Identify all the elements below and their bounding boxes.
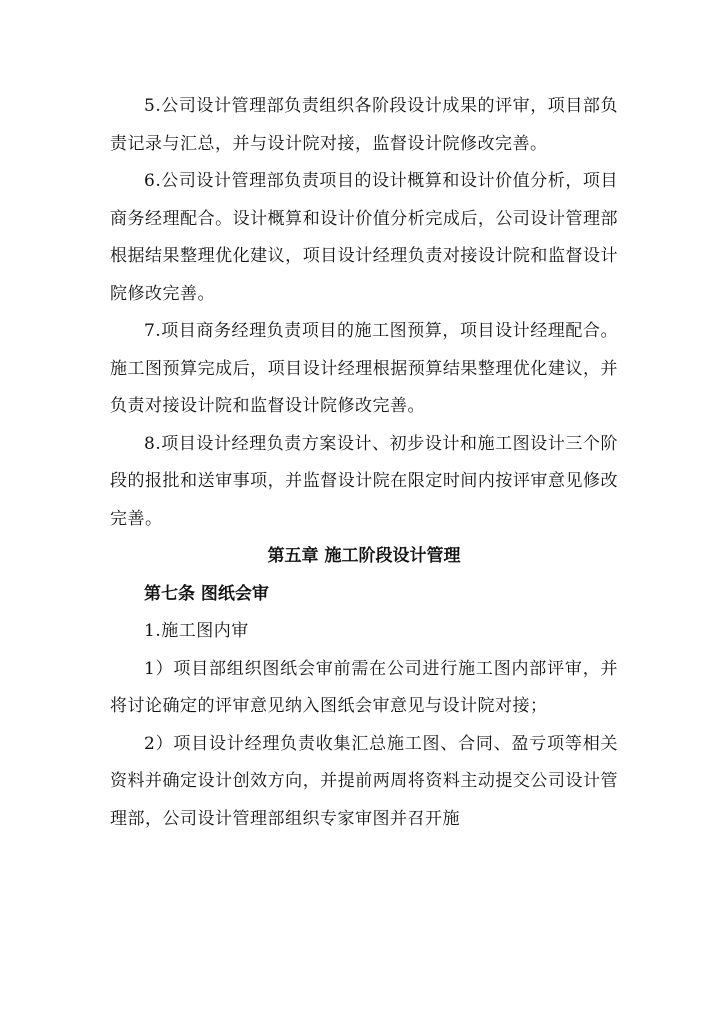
paragraph-item-1: 1）项目部组织图纸会审前需在公司进行施工图内部评审，并将讨论确定的评审意见纳入图纸会审意见与设计院对接； [110, 658, 618, 716]
paragraph-item-2: 2）项目设计经理负责收集汇总施工图、合同、盈亏项等相关资料并确定设计创效方向，并提前两周将资料主动提交公司设计管理部，公司设计管理部组织专家审图并召开施 [110, 733, 618, 829]
section-heading: 1.施工图内审 [144, 621, 249, 641]
paragraph-8: 8.项目设计经理负责方案设计、初步设计和施工图设计三个阶段的报批和送审事项，并监督设计院在限定时间内按评审意见修改完善。 [110, 433, 618, 529]
paragraph-6: 6.公司设计管理部负责项目的设计概算和设计价值分析，项目商务经理配合。设计概算和设计价值分析完成后，公司设计管理部根据结果整理优化建议，项目设计经理负责对接设计院和监督设计院修改完善。 [110, 171, 618, 304]
paragraph-5: 5.公司设计管理部负责组织各阶段设计成果的评审，项目部负责记录与汇总，并与设计院对接，监督设计院修改完善。 [110, 96, 618, 154]
article-title: 第七条 图纸会审 [144, 583, 269, 604]
chapter-title: 第五章 施工阶段设计管理 [267, 546, 461, 566]
paragraph-7: 7.项目商务经理负责项目的施工图预算，项目设计经理配合。施工图预算完成后，项目设计经理根据预算结果整理优化建议，并负责对接设计院和监督设计院修改完善。 [110, 321, 618, 416]
